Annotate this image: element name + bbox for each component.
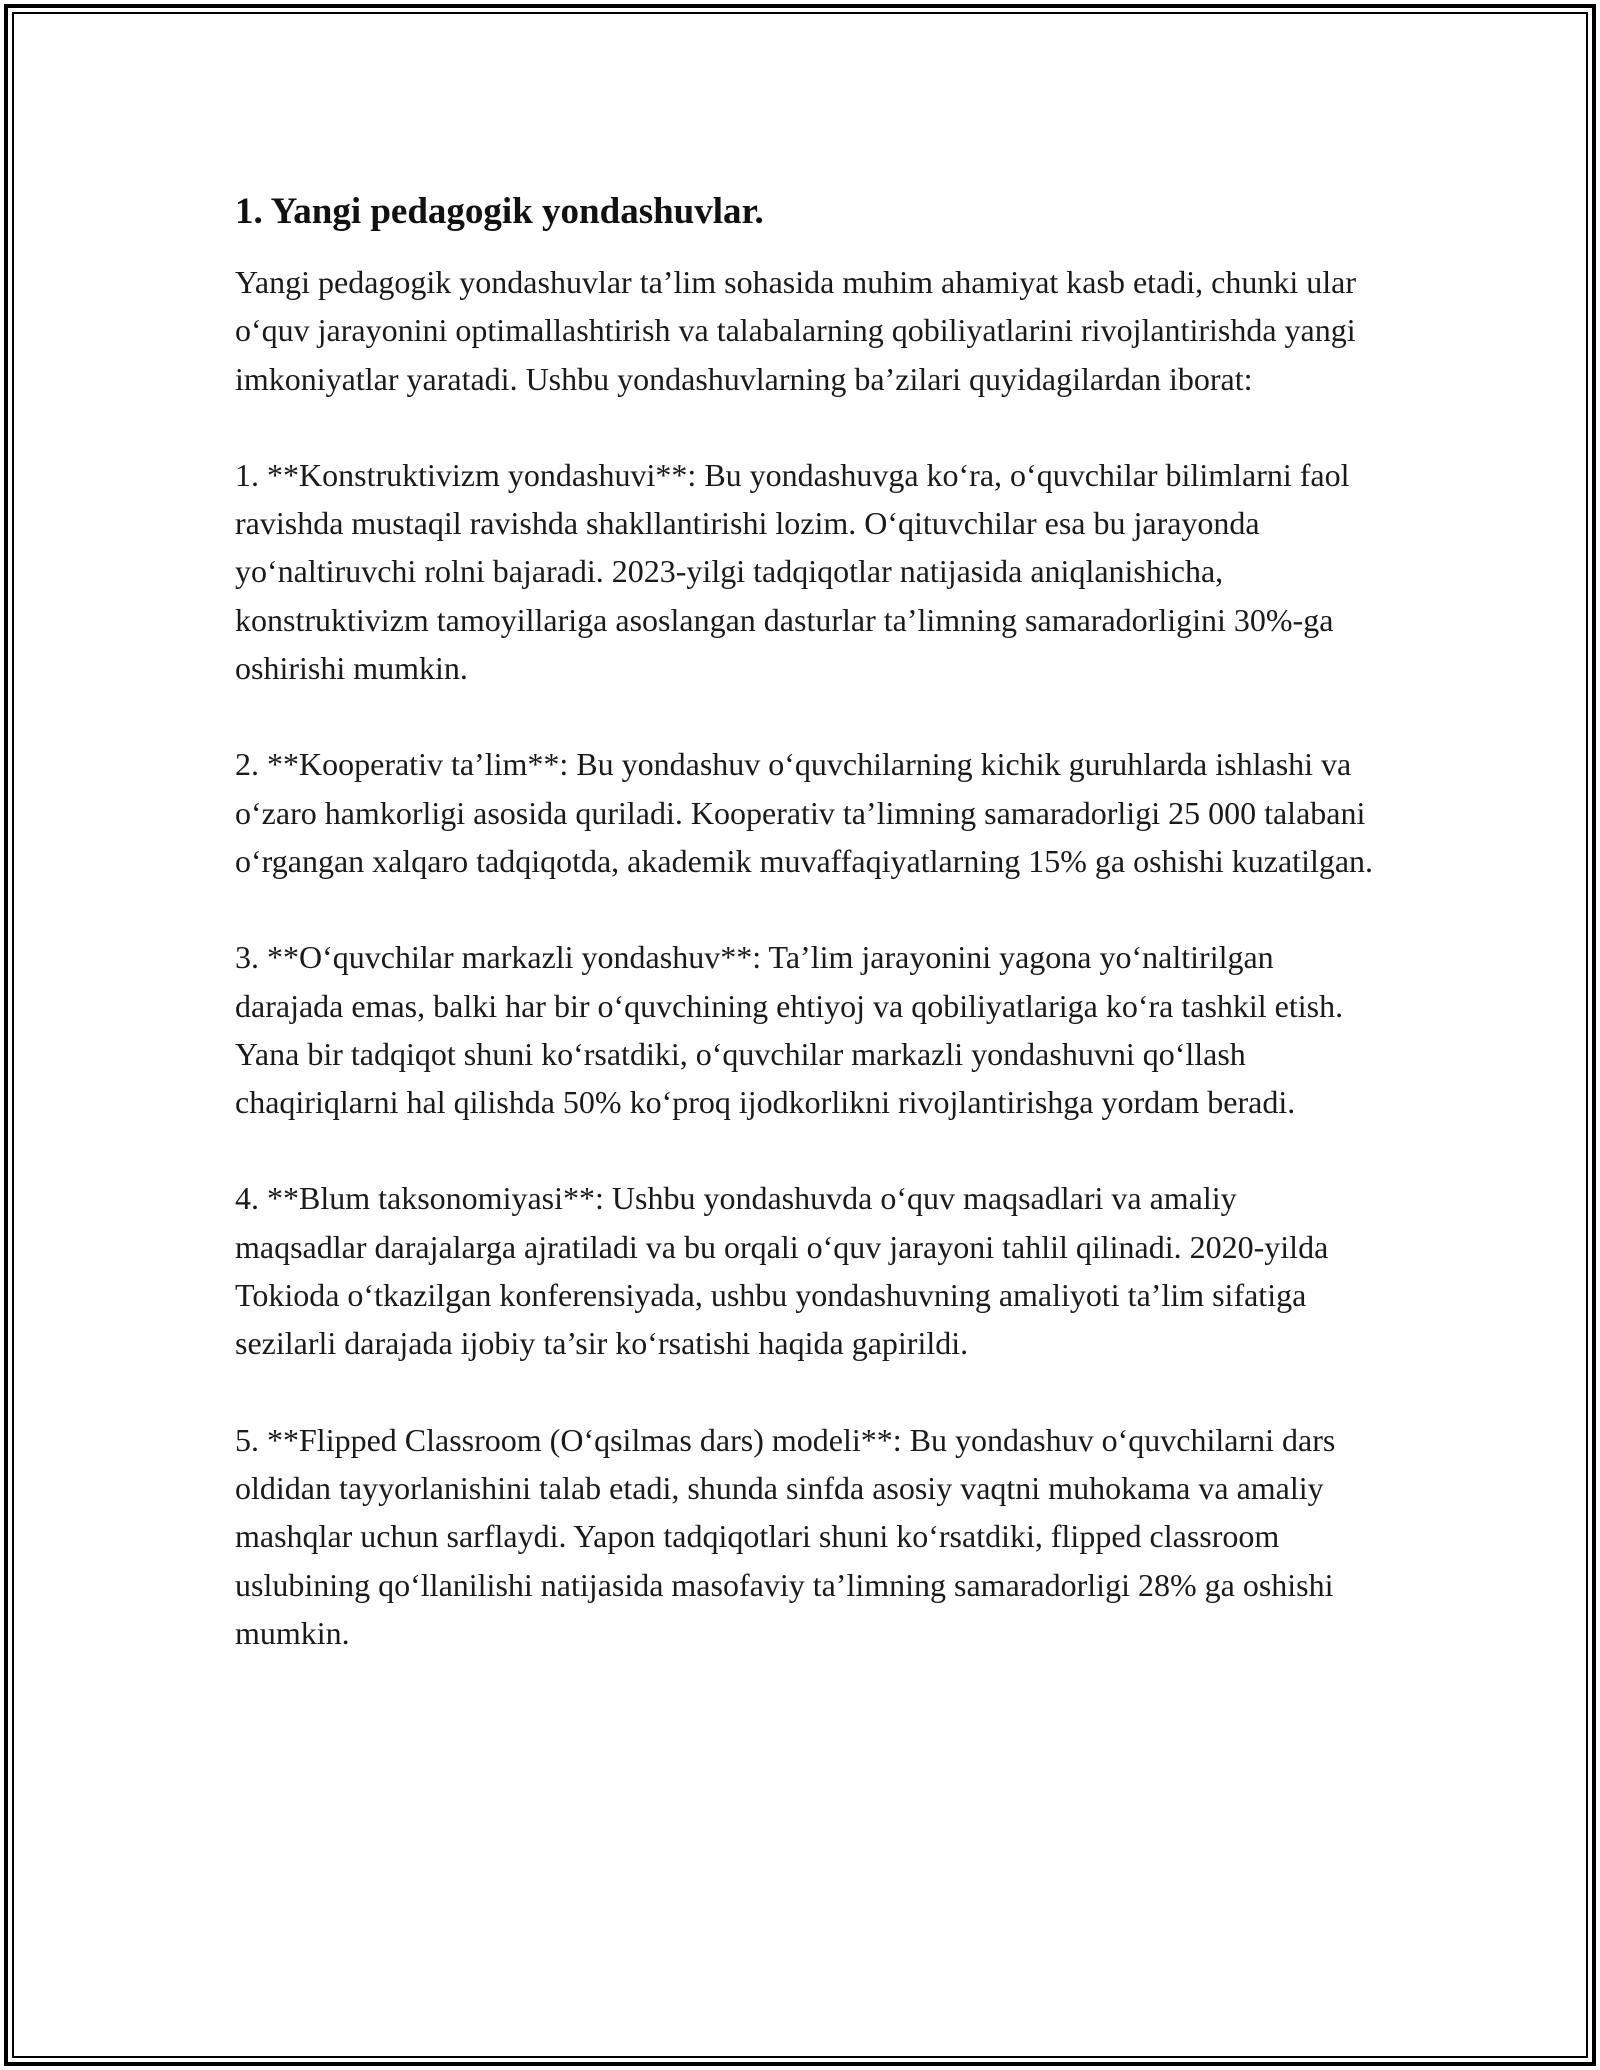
list-item-cooperative-learning: 2. **Kooperativ ta’lim**: Bu yondashuv o‘quvchilarning kichik guruhlarda ishlashi va o‘zaro hamkorligi asosida quriladi. Kooperativ ta’limning samaradorligi 25 000 talabani o‘rgangan xalqaro tadqiqotda, akademik muvaffaqiyatlarning 15% ga oshishi kuzatilgan. — [235, 746, 1374, 879]
intro-paragraph: Yangi pedagogik yondashuvlar ta’lim sohasida muhim ahamiyat kasb etadi, chunki ular o‘quv jarayonini optimallashtirish va talabalarning qobiliyatlarini rivojlantirishda yangi imkoniyatlar yaratadi. Ushbu yondashuvlarning ba’zilari quyidagilardan iborat: — [235, 264, 1356, 397]
list-item-flipped-classroom: 5. **Flipped Classroom (O‘qsilmas dars) modeli**: Bu yondashuv o‘quvchilarni dars oldidan tayyorlanishini talab etadi, shunda sinfda asosiy vaqtni muhokama va amaliy mashqlar uchun sarflaydi. Yapon tadqiqotlari shuni ko‘rsatdiki, flipped classroom uslubining qo‘llanilishi natijasida masofaviy ta’limning samaradorligi 28% ga oshishi mumkin. — [235, 1421, 1336, 1651]
document-body — [235, 186, 1375, 1705]
list-item-student-centered: 3. **O‘quvchilar markazli yondashuv**: Ta’lim jarayonini yagona yo‘naltirilgan darajada emas, balki har bir o‘quvchining ehtiyoj va qobiliyatlariga ko‘ra tashkil etish. Yana bir tadqiqot shuni ko‘rsatdiki, o‘quvchilar markazli yondashuvni qo‘llash chaqiriqlarni hal qilishda 50% ko‘proq ijodkorlikni rivojlantirishga yordam beradi. — [235, 939, 1344, 1121]
section-heading: 1. Yangi pedagogik yondashuvlar. — [235, 191, 764, 232]
list-item-bloom-taxonomy: 4. **Blum taksonomiyasi**: Ushbu yondashuvda o‘quv maqsadlari va amaliy maqsadlar darajalarga ajratiladi va bu orqali o‘quv jarayoni tahlil qilinadi. 2020-yilda Tokioda o‘tkazilgan konferensiyada, ushbu yondashuvning amaliyoti ta’lim sifatiga sezilarli darajada ijobiy ta’sir ko‘rsatishi haqida gapirildi. — [235, 1180, 1329, 1362]
list-item-constructivism: 1. **Konstruktivizm yondashuvi**: Bu yondashuvga ko‘ra, o‘quvchilar bilimlarni faol ravishda mustaqil ravishda shakllantirishi lozim. O‘qituvchilar esa bu jarayonda yo‘naltiruvchi rolni bajaradi. 2023-yilgi tadqiqotlar natijasida aniqlanishicha, konstruktivizm tamoyillariga asoslangan dasturlar ta’limning samaradorligini 30%-ga oshirishi mumkin. — [235, 456, 1350, 687]
